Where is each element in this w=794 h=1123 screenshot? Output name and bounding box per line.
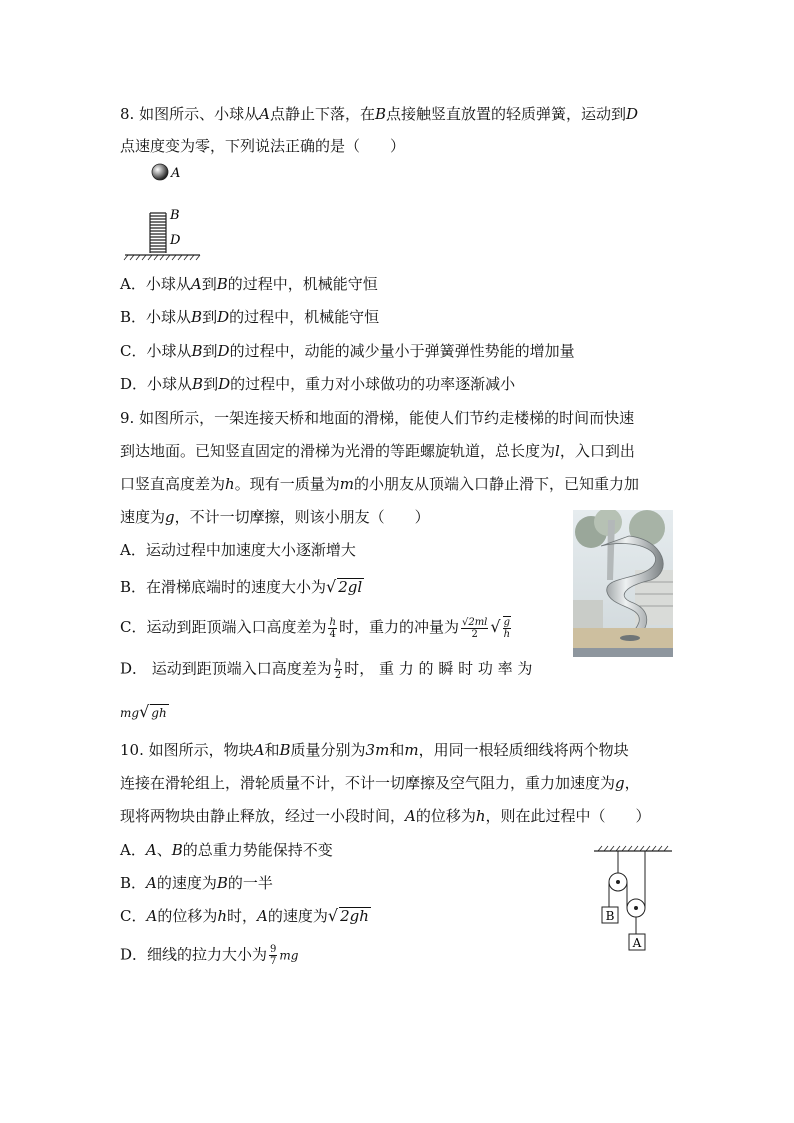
q8-text: 点速度变为零，下列说法正确的是（ ） [120,137,406,155]
q8-option-b: B．小球从B到D的过程中，机械能守恒 [120,308,380,326]
pulley-figure [592,845,674,957]
fig-label-block-A: A [632,936,642,950]
q10-stem-line1: 10. 如图所示，物块A和B质量分别为3m和m，用同一根轻质细线将两个物块 [120,741,629,759]
q10-stem-line2: 连接在滑轮组上，滑轮质量不计，不计一切摩擦及空气阻力，重力加速度为g， [120,774,640,792]
ground-hatch [124,255,200,260]
fig-label-D: D [170,233,181,248]
ball-icon [152,164,168,180]
q8-option-a: A．小球从A到B的过程中，机械能守恒 [120,275,378,293]
q9-option-a: A．运动过程中加速度大小逐渐增大 [120,541,356,559]
q9-option-d-answer: mg√ gh [120,702,167,721]
q9-stem-line4: 速度为g，不计一切摩擦，则该小朋友（ ） [120,508,430,526]
var-D: D [626,105,639,123]
q9-stem-line2: 到达地面。已知竖直固定的滑梯为光滑的等距螺旋轨道，总长度为l，入口到出 [120,442,635,460]
q8-stem-line2 [120,136,405,156]
q8-option-c: C．小球从B到D的过程中，动能的减少量小于弹簧弹性势能的增加量 [120,342,575,360]
q8-text: 8. 如图所示、小球从 [120,105,260,123]
q8-text: 点接触竖直放置的轻质弹簧，运动到 [385,105,626,123]
q10-stem-line3: 现将两物块由静止释放，经过一小段时间，A的位移为h，则在此过程中（ ） [120,807,651,825]
q8-stem-line1 [120,104,638,124]
q9-stem-line3: 口竖直高度差为h。现有一质量为m的小朋友从顶端入口静止滑下，已知重力加 [120,475,639,493]
q9-option-c: C．运动到距顶端入口高度差为 $\frac{h}{4}$ 时，重力的冲量为 $\frac{√2ml}{2}$ √ $\frac{g}{h}$ [120,616,511,640]
q8-spring-figure [120,160,210,270]
q9-stem-line1: 9. 如图所示，一架连接天桥和地面的滑梯，能使人们节约走楼梯的时间而快速 [120,409,635,427]
fig-label-B: B [170,208,180,223]
spring-icon [150,213,166,253]
q8-text: 点静止下落，在 [269,105,375,123]
fig-label-A: A [171,166,181,181]
q10-option-b: B．A的速度为B的一半 [120,874,273,892]
q8-option-d: D．小球从B到D的过程中，重力对小球做功的功率逐渐减小 [120,375,516,393]
q9-option-b: B．在滑梯底端时的速度大小为√ 2gl [120,577,363,596]
q10-option-a: A．A、B的总重力势能保持不变 [120,841,333,859]
q10-option-d: D．细线的拉力大小为 $\frac{9}{7}$ mg [120,944,299,967]
q10-option-c: C．A的位移为h时，A的速度为√ 2gh [120,906,369,925]
var-A: A [259,105,270,123]
var-B: B [374,105,386,123]
slide-photo [573,510,673,657]
fig-label-block-B: B [605,909,615,923]
q9-option-d: D． 运动到距顶端入口高度差为 $\frac{h}{2}$ 时， 重 力 的 瞬 时 功 率 为 [120,658,533,681]
